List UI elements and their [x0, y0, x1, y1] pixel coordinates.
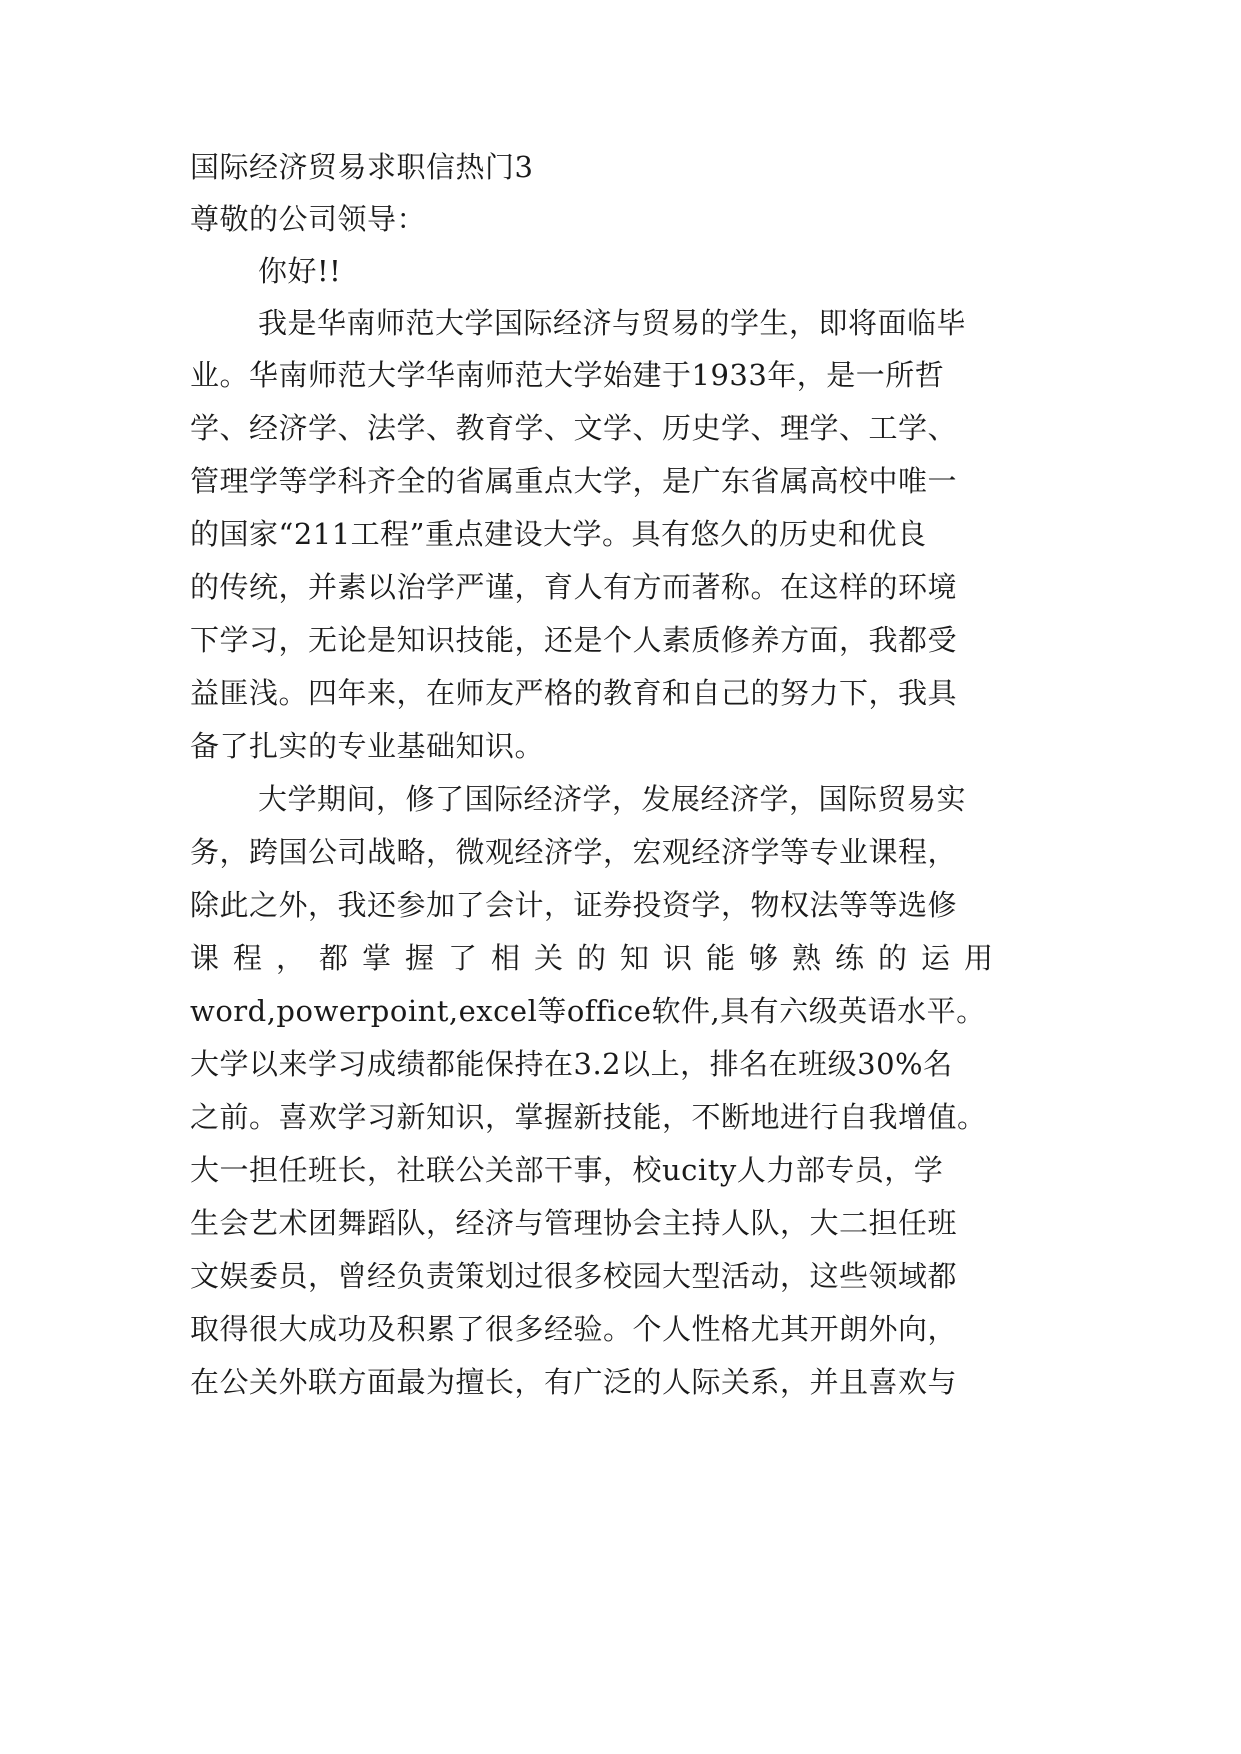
paragraph-line: 大学期间，修了国际经济学，发展经济学，国际贸易实 [258, 782, 967, 816]
paragraph-line: 大一担任班长，社联公关部干事，校ucity人力部专员，学 [190, 1153, 944, 1187]
document-title: 国际经济贸易求职信热门3 [190, 150, 534, 184]
paragraph-line: 业。华南师范大学华南师范大学始建于1933年，是一所哲 [190, 358, 945, 392]
paragraph-line: 之前。喜欢学习新知识，掌握新技能，不断地进行自我增值。 [190, 1100, 987, 1134]
paragraph-line: 取得很大成功及积累了很多经验。个人性格尤其开朗外向， [190, 1312, 958, 1346]
paragraph-line: 备了扎实的专业基础知识。 [190, 729, 545, 763]
paragraph-line: 在公关外联方面最为擅长，有广泛的人际关系，并且喜欢与 [190, 1365, 958, 1399]
paragraph-line: 益匪浅。四年来，在师友严格的教育和自己的努力下，我具 [190, 676, 958, 710]
paragraph-line: 文娱委员，曾经负责策划过很多校园大型活动，这些领域都 [190, 1259, 958, 1293]
paragraph-line: 我是华南师范大学国际经济与贸易的学生，即将面临毕 [258, 306, 967, 340]
paragraph-line: 除此之外，我还参加了会计，证券投资学，物权法等等选修 [190, 888, 958, 922]
paragraph-line: 学、经济学、法学、教育学、文学、历史学、理学、工学、 [190, 411, 958, 445]
paragraph-line: 的传统，并素以治学严谨，育人有方而著称。在这样的环境 [190, 570, 958, 604]
salutation: 尊敬的公司领导： [190, 202, 427, 236]
paragraph-line: 的国家“211工程”重点建设大学。具有悠久的历史和优良 [190, 517, 927, 551]
paragraph-line: 务，跨国公司战略，微观经济学，宏观经济学等专业课程， [190, 835, 958, 869]
paragraph-line: word,powerpoint,excel等office软件,具有六级英语水平。 [190, 994, 986, 1028]
paragraph-line: 下学习，无论是知识技能，还是个人素质修养方面，我都受 [190, 623, 958, 657]
greeting: 你好!! [258, 254, 342, 288]
paragraph-line: 课程，都掌握了相关的知识能够熟练的运用 [190, 941, 1008, 975]
paragraph-line: 生会艺术团舞蹈队，经济与管理协会主持人队，大二担任班 [190, 1206, 958, 1240]
paragraph-line: 管理学等学科齐全的省属重点大学，是广东省属高校中唯一 [190, 464, 958, 498]
paragraph-line: 大学以来学习成绩都能保持在3.2以上，排名在班级30%名 [190, 1047, 953, 1081]
